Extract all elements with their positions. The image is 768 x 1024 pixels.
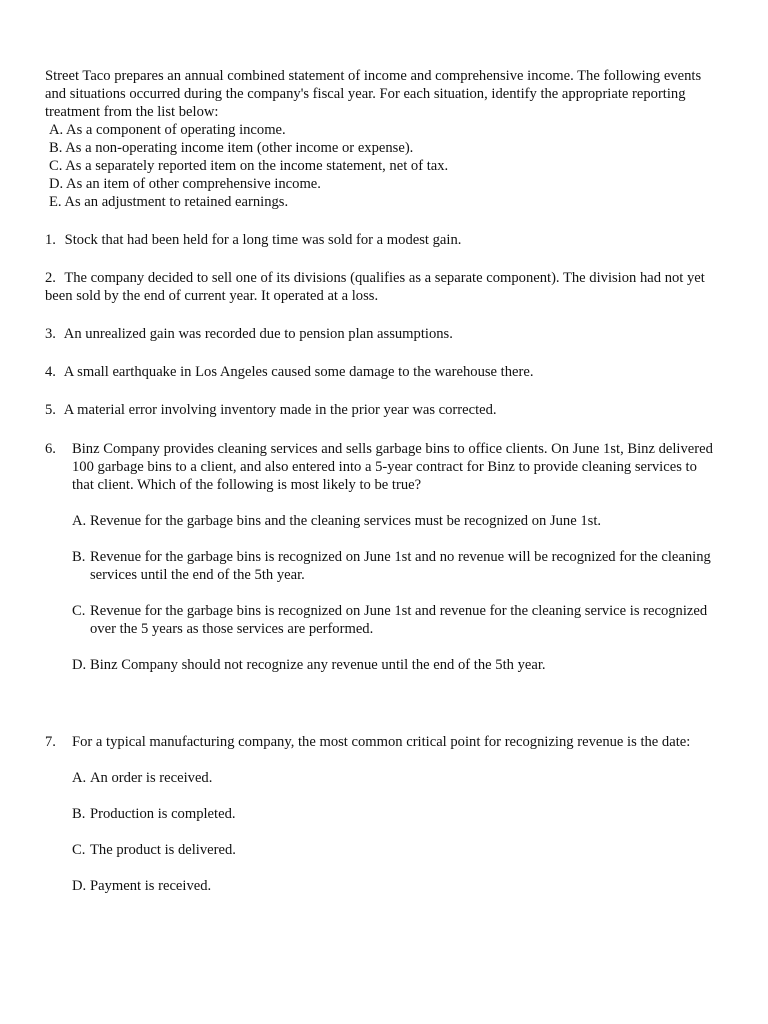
question-text: An unrealized gain was recorded due to pension plan assumptions. [63, 326, 453, 342]
option-b: B. As a non-operating income item (other income or expense). [49, 140, 414, 156]
choice-text: Binz Company should not recognize any revenue until the end of the 5th year. [90, 657, 546, 673]
choice-text: Production is completed. [90, 806, 236, 822]
q7-choice-a [72, 769, 717, 787]
question-5 [45, 401, 717, 419]
question-number: 4. [45, 364, 56, 380]
option-d: D. As an item of other comprehensive income. [49, 176, 321, 192]
question-number: 1. [45, 232, 56, 248]
question-2 [45, 269, 717, 305]
intro-paragraph: Street Taco prepares an annual combined statement of income and comprehensive income. The following events and situations occurred during the company's fiscal year. For each situation, identify the appropriate reporting treatment from the list below: [45, 68, 702, 120]
choice-letter: B. [72, 806, 86, 822]
question-number: 7. [45, 734, 56, 750]
question-7 [45, 733, 717, 751]
choice-text: Revenue for the garbage bins and the cleaning services must be recognized on June 1st. [90, 513, 602, 529]
choice-text: Revenue for the garbage bins is recognized on June 1st and revenue for the cleaning service is recognized over the 5 years as those services are performed. [90, 603, 708, 637]
q7-choice-d [72, 877, 717, 895]
q7-choice-c [72, 841, 717, 859]
choice-text: Payment is received. [90, 878, 212, 894]
question-4 [45, 363, 717, 381]
choice-letter: A. [72, 770, 87, 786]
question-number: 2. [45, 270, 56, 286]
choice-text: The product is delivered. [90, 842, 236, 858]
choice-letter: C. [72, 603, 86, 619]
q6-choice-b [72, 548, 717, 584]
question-number: 6. [45, 441, 56, 457]
question-text: Stock that had been held for a long time was sold for a modest gain. [64, 232, 462, 248]
choice-letter: B. [72, 549, 86, 565]
option-a: A. As a component of operating income. [49, 122, 286, 138]
question-3 [45, 325, 717, 343]
q6-choice-d [72, 656, 717, 674]
choice-letter: A. [72, 513, 87, 529]
question-text: A material error involving inventory made in the prior year was corrected. [63, 402, 497, 418]
choice-letter: D. [72, 878, 87, 894]
question-text: Binz Company provides cleaning services and sells garbage bins to office clients. On June 1st, Binz delivered 100 garbage bins to a client, and also entered into a 5-year contract for Binz to provide cleaning services to that client. Which of the following is most likely to be true? [72, 441, 713, 493]
option-e: E. As an adjustment to retained earnings. [49, 194, 289, 210]
choice-letter: C. [72, 842, 86, 858]
question-text: For a typical manufacturing company, the most common critical point for recognizing revenue is the date: [72, 734, 691, 750]
document-page [45, 67, 717, 895]
question-6 [45, 440, 717, 494]
question-text: The company decided to sell one of its divisions (qualifies as a separate component). The division had not yet been sold by the end of current year. It operated at a loss. [45, 270, 705, 304]
question-number: 3. [45, 326, 56, 342]
question-text: A small earthquake in Los Angeles caused some damage to the warehouse there. [63, 364, 534, 380]
q6-choice-c [72, 602, 717, 638]
choice-text: An order is received. [90, 770, 213, 786]
question-number: 5. [45, 402, 56, 418]
q7-choice-b [72, 805, 717, 823]
question-1 [45, 231, 717, 249]
option-c: C. As a separately reported item on the income statement, net of tax. [49, 158, 449, 174]
choice-letter: D. [72, 657, 87, 673]
q6-choice-a [72, 512, 717, 530]
choice-text: Revenue for the garbage bins is recognized on June 1st and no revenue will be recognized for the cleaning services until the end of the 5th year. [90, 549, 711, 583]
